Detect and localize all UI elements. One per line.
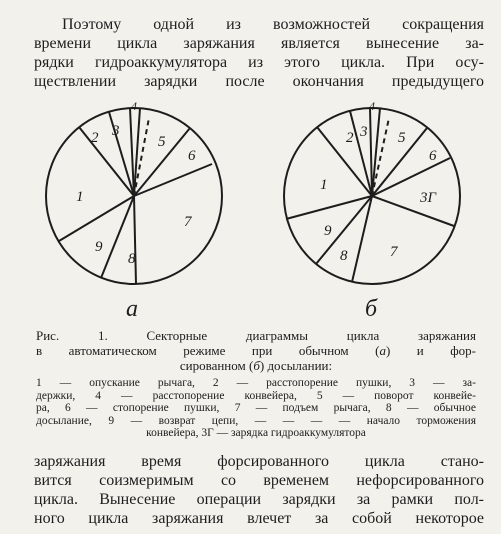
text-line: заряжания время форсированного цикла стано- (34, 453, 484, 470)
sector-label: 2 (91, 130, 99, 146)
pie-a-divider (79, 127, 134, 196)
caption-text: Секторные диаграммы цикла заряжания (146, 328, 476, 343)
figure-caption (36, 328, 476, 373)
legend-line: держки, 4 — расстопорение конвейера, 5 — поворот конвейе- (36, 389, 476, 402)
sector-label: 3Г (420, 190, 437, 206)
legend-line: 1 — опускание рычага, 2 — расстопорение пушки, 3 — за- (36, 377, 476, 389)
sector-label: 1 (320, 177, 328, 193)
caption-line (36, 328, 476, 343)
pie-b-divider (372, 108, 380, 196)
caption-panel-ref: а (379, 343, 386, 358)
sector-label: 9 (95, 239, 103, 255)
text-line: времени цикла заряжания является вынесение за- (34, 35, 484, 52)
body-paragraph-bottom (34, 452, 484, 528)
pie-b-divider (372, 196, 454, 226)
text-line: рядки гидроаккумулятора из этого цикла. При осу- (34, 54, 484, 71)
sector-label: 6 (188, 148, 196, 164)
figure-legend (36, 377, 476, 440)
sector-label: 3 (360, 124, 368, 140)
text-line: вится соизмеримым со временем нефорсированного (34, 472, 484, 489)
sector-label: 2 (346, 130, 354, 146)
pie-diagrams-figure (34, 98, 484, 323)
sector-label: 5 (158, 134, 166, 150)
figure-number: Рис. 1. (36, 328, 108, 343)
caption-text: ) и фор- (385, 343, 476, 358)
sector-label: 3 (112, 123, 120, 139)
sector-label: 9 (324, 223, 332, 239)
body-paragraph-top (34, 15, 484, 91)
caption-line (36, 343, 476, 358)
sector-label: 8 (340, 248, 348, 264)
sector-label: 5 (398, 130, 406, 146)
pie-a-divider (134, 164, 212, 196)
sector-label: 1 (76, 189, 84, 205)
pie-a-divider (134, 196, 136, 284)
pie-a-divider (59, 196, 134, 241)
legend-line: конвейера, 3Г — зарядка гидроаккумулятора (146, 427, 366, 439)
sector-label: 7 (184, 214, 192, 230)
caption-text: в автоматическом режиме при обычном ( (36, 343, 380, 358)
text-line: Поэтому одной из возможностей сокращения (62, 16, 484, 33)
panel-label-a: а (126, 296, 138, 322)
text-line: ществлении зарядки после окончания предыдущего (34, 73, 484, 90)
legend-line: ра, 6 — стопорение пушки, 7 — подъем рычага, 8 — обычное (36, 402, 476, 414)
sector-label: 8 (128, 251, 136, 267)
caption-line (36, 358, 476, 373)
sector-label: 6 (429, 148, 437, 164)
panel-label-b: б (365, 296, 378, 322)
sector-label: 4 (369, 99, 375, 113)
caption-text: ) досылании: (259, 358, 333, 373)
caption-text: сированном ( (179, 358, 254, 373)
pie-b-divider (286, 196, 372, 219)
pie-b-divider (372, 158, 450, 196)
legend-line: досылание, 9 — возврат цепи, — — — — начало торможения (36, 414, 476, 427)
text-line: цикла. Вынесение операции зарядки за рамки пол- (34, 491, 484, 508)
sector-label: 7 (390, 244, 398, 260)
text-line: ного цикла заряжания влечет за собой некоторое (34, 510, 484, 527)
caption-panel-ref: б (253, 358, 260, 373)
pie-b-divider (370, 108, 372, 196)
sector-label: 4 (131, 99, 137, 113)
